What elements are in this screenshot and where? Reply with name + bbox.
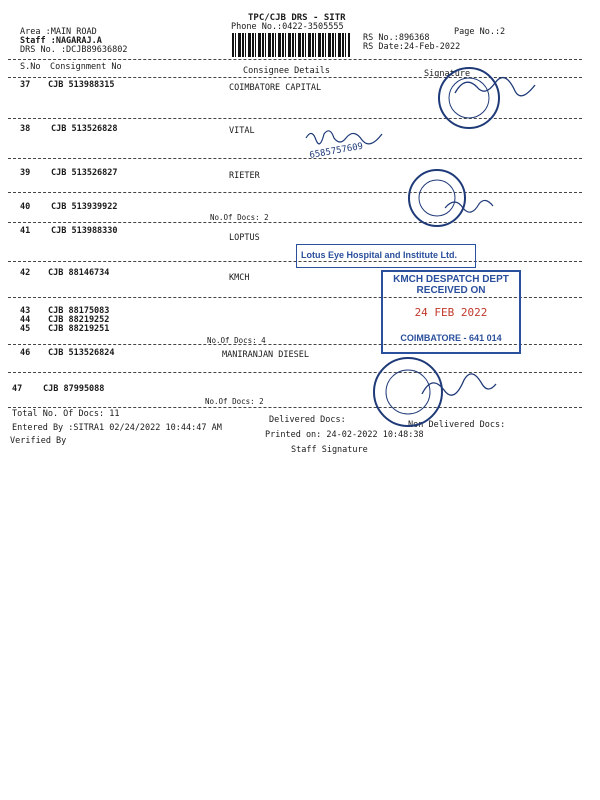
row-consignment: CJB 513526824	[48, 348, 115, 358]
col-sno: S.No	[20, 62, 41, 72]
delivered-docs: Delivered Docs:	[269, 415, 346, 425]
divider	[8, 158, 582, 159]
staff-signature: Staff Signature	[291, 445, 368, 455]
drs-number: DRS No. :DCJB89636802	[20, 45, 128, 55]
col-signature: Signature	[424, 69, 471, 79]
row-sno: 45	[20, 324, 31, 334]
printed-on: Printed on: 24-02-2022 10:48:38	[265, 430, 424, 440]
handwritten-phone: 6585757609	[308, 141, 364, 161]
row-consignment: CJB 88219252	[48, 315, 110, 325]
col-consignment: Consignment No	[50, 62, 122, 72]
handwritten-signature-vital	[300, 124, 390, 164]
row-consignment: CJB 513988315	[48, 80, 115, 90]
row-consignment: CJB 513939922	[51, 202, 118, 212]
row-consignee: COIMBATORE CAPITAL	[229, 83, 322, 93]
row-sno: 46	[20, 348, 31, 358]
kmch-stamp-line2: RECEIVED ON	[416, 285, 486, 296]
row-consignee: KMCH	[229, 273, 250, 283]
row-consignment: CJB 88146734	[48, 268, 110, 278]
non-delivered-docs: Non Delivered Docs:	[408, 420, 506, 430]
phone-number: Phone No.:0422-3505555	[231, 22, 344, 32]
lotus-hospital-stamp	[296, 244, 476, 268]
lotus-stamp-text: Lotus Eye Hospital and Institute Ltd.	[301, 250, 458, 260]
total-docs: Total No. Of Docs: 11	[12, 409, 120, 419]
row-consignee: VITAL	[229, 126, 255, 136]
kmch-stamp-line1: KMCH DESPATCH DEPT	[393, 274, 509, 285]
company-seal-stamp-1	[425, 63, 565, 133]
divider	[8, 59, 582, 60]
row-consignment: CJB 513526828	[51, 124, 118, 134]
page-number: Page No.:2	[454, 27, 506, 37]
row-consignment: CJB 513526827	[51, 168, 118, 178]
verified-by: Verified By	[10, 436, 67, 446]
row-sno: 43	[20, 306, 31, 316]
row-consignee: MANIRANJAN DIESEL	[222, 350, 309, 360]
row-consignment: CJB 88175083	[48, 306, 110, 316]
staff-label: Staff :NAGARAJ.A	[20, 36, 102, 46]
entered-by: Entered By :SITRA1 02/24/2022 10:44:47 AM	[12, 423, 222, 433]
row-doc-count: No.Of Docs: 2	[205, 397, 264, 406]
area-label: Area :MAIN ROAD	[20, 27, 97, 37]
row-doc-count: No.Of Docs: 2	[210, 213, 269, 222]
row-consignment: CJB 87995088	[43, 384, 105, 394]
doc-title: TPC/CJB DRS - SITR	[248, 13, 346, 23]
row-consignee: LOPTUS	[229, 233, 260, 243]
row-sno: 39	[20, 168, 31, 178]
row-sno: 41	[20, 226, 31, 236]
col-consignee: Consignee Details	[243, 66, 330, 76]
kmch-stamp-date: 24 FEB 2022	[414, 306, 488, 319]
row-consignment: CJB 513988330	[51, 226, 118, 236]
divider	[8, 261, 582, 262]
row-consignee: RIETER	[229, 171, 260, 181]
rs-number: RS No.:896368	[363, 33, 430, 43]
company-seal-stamp-rieter	[405, 168, 515, 228]
row-sno: 37	[20, 80, 31, 90]
row-consignment: CJB 88219251	[48, 324, 110, 334]
barcode-image	[232, 33, 350, 57]
row-sno: 42	[20, 268, 31, 278]
row-sno: 44	[20, 315, 31, 325]
kmch-stamp-city: COIMBATORE - 641 014	[400, 333, 502, 343]
kmch-received-stamp	[381, 270, 521, 354]
row-sno: 40	[20, 202, 31, 212]
row-doc-count: No.Of Docs: 4	[207, 336, 266, 345]
maniranjan-diesel-seal	[362, 352, 522, 432]
row-sno: 47	[12, 384, 23, 394]
row-sno: 38	[20, 124, 31, 134]
rs-date: RS Date:24-Feb-2022	[363, 42, 461, 52]
